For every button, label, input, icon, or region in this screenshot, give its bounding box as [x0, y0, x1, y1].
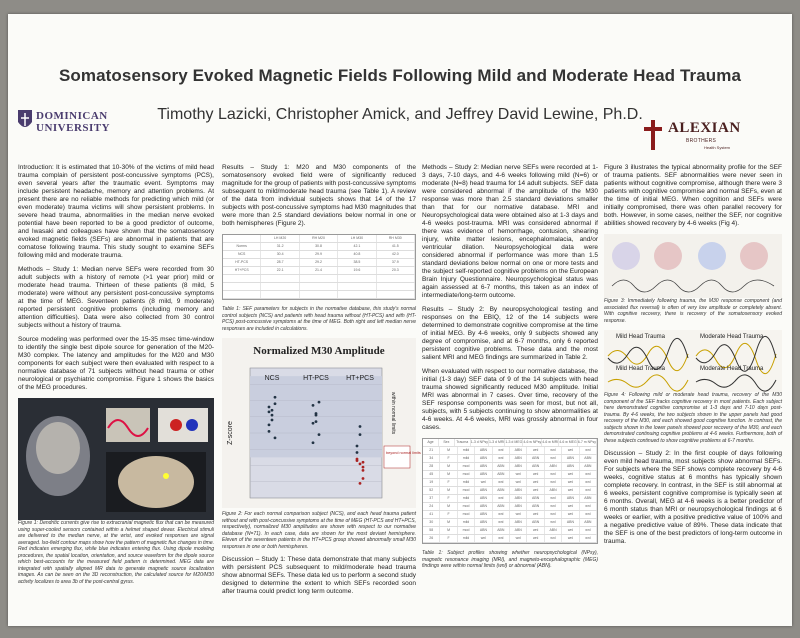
figure1-caption: Figure 1: Dendritic currents give rise to extracranial magnetic flux that can be measured using super-cooled sensors contained within a helmet shaped dewar. Electrical stimuli are delivered to the median nerve, at the wrist, and evoked responses are signal averaged. Iso-field contour maps show how the pattern of magnetic flux changes in time. Red indicates emerging flux, while blue indicates entering flux. Using dipole modeling procedures, the spatial location, orientation, and source waveform for the dipole source which best-accounts for the measured field pattern is determined. MEG data are integrated with spatially aligned MR data to generate magnetic source localization images. As can be seen on the 3D reconstruction, the calculated source for M20/M30 activity localizes to area 3b of the post-central gyrus.: [18, 520, 214, 585]
data-point: [268, 423, 271, 426]
table-2: Age Sex Trauma 1-3 d NPsy 1-3 d MRI 1-3 d MEG 4-6 w NPsy 4-6 w MRI 4-6 w MEG 6-7 m NPsy 21 M mild ABN wnl ABN wnl wnl wnl wnl 34 F mild ABN wnl ABN ABN wnl ABN ABN 28 M mod ABN ABN ABN ABN ABN ABN ABN 45 M mod ABN ABN wnl wnl wnl wnl wnl 19 F mild wnl wnl wnl wnl wnl wnl wnl 52 M mod ABN ABN ABN wnl ABN wnl wnl 37 F mild ABN wnl ABN ABN wnl ABN ABN 24 M mod ABN ABN ABN ABN wnl wnl wnl 41 F mod ABN wnl wnl wnl wnl wnl wnl 30 M mild ABN wnl ABN ABN wnl ABN ABN 58 M mod ABN ABN ABN wnl ABN wnl wnl 26 F mild wnl wnl wnl wnl wnl wnl wnl: [422, 438, 598, 544]
results1-text: Results – Study 1: M20 and M30 components of the somatosensory evoked field were of significantly reduced magnitude for the group of patients with post-concussive symptoms subsequent to mild/moderate head trauma (see Table 1). A review of the data from individual subjects shows that 14 of the 17 subjects with post-concussive symptoms had M30 magnitudes that were more than 2.5 standard deviations below normal in one or both hemispheres (Figure 2).: [222, 164, 417, 227]
data-point: [312, 404, 315, 407]
logo-left-line2: UNIVERSITY: [36, 122, 111, 134]
data-point: [271, 409, 274, 412]
data-point: [356, 445, 359, 448]
discussion2-text: Discussion – Study 2: In the first couple of days following even mild head trauma, most subjects show abnormal SEFs. For subjects where the SEF shows complete recovery by 4-6 weeks, cognitive status at 6 months has typically shown complete recovery. In contrast, in the SEF is still abnormal at 6 weeks, persistent cognitive compromise is typically seen at 6 months. Overall, MEG at 4-6 weeks is a better predictor of 6 month status than MRI or neuropsychological findings at 6 weeks or earlier, with a positive predictive value of 100% and a negative predictive value of 89%. These data indicate that the SEF is one of the best predictors of long-term outcome in trauma.: [604, 450, 782, 545]
data-point: [274, 436, 277, 439]
column-4: [604, 164, 782, 552]
logo-right-name: ALEXIAN: [668, 120, 741, 136]
table-1: LH M20 RH M20 LH M30 RH M30 Norms 31.2 30.8 42.1 41.5 NCS 30.4 29.9 40.8 42.0 HT-PCS 28.7 29.2 38.5 37.9 HT+PCS 22.1 21.4 19.6 20.3: [222, 234, 416, 300]
data-point: [268, 410, 271, 413]
logo-right-sub: BROTHERS: [686, 138, 717, 144]
wave-label-2: Moderate Head Trauma: [700, 334, 764, 340]
data-point: [362, 469, 365, 472]
right-label: within normal limits: [390, 391, 396, 435]
logo-left-line1: DOMINICAN: [36, 110, 108, 122]
data-point: [312, 422, 315, 425]
discussion1-text: Discussion – Study 1: These data demonstrate that many subjects with persistent PCS subsequent to mild/moderate head trauma show abnormal SEFs. These data led us to perform a second study designed to determine the extent to which SEFs recorded soon after trauma could predict long term outcome.: [222, 556, 416, 595]
column-2: [222, 164, 421, 602]
wave-label-1: Mild Head Trauma: [616, 334, 666, 340]
figure2-caption: Figure 2: For each normal comparison subject (NCS), and each head trauma patient without and with post-concussive symptoms at the time of MEG (HT-PCS and HT+PCS, respectively), normalized M30 amplitudes are shown with respect to our normative database (N=71). In each case, data are shown for the most deviant hemisphere. Eleven of the seventeen patients in the HT+PCS group showed abnormally small M30 responses in one or both hemispheres.: [222, 511, 416, 550]
y-axis-label: Z-score: [227, 421, 234, 445]
data-point: [318, 401, 321, 404]
legend-entry: beyond normal limits: [386, 451, 421, 455]
wave-label-3: Mild Head Trauma: [616, 366, 666, 372]
column-3: [422, 164, 598, 576]
data-point: [362, 466, 365, 469]
data-point: [359, 425, 362, 428]
methods2-text: Methods – Study 2: Median nerve SEFs were recorded at 1-3 days, 7-10 days, and 4-6 weeks following mild (N=6) or moderate (N=8) head trauma for 14 adult subjects. SEF data were considered abnormal if the amplitude of the M30 response was more than 2.5 standard deviations smaller than that for our normative database. MRI and Neuropsychological data were obtained also at 1-3 days and 4-6 weeks post-trauma. MRI was considered abnormal if there was evidence of hemorrhage, contusion, shearing injury, white matter lesions, encephalomalacia, and/or ventricular dilation. Neuropsychological data were considered abnormal if performance was more than 1.5 standard deviations below normal on one or more tests and the subject self-reported cognitive problems on the European Brain Injury Questionnaire. Neuropsychological status was again assessed at 6-7 months, this taken as an index of intermediate/long-term outcome.: [422, 164, 598, 299]
category-label-NCS: NCS: [264, 375, 280, 382]
table2-caption: Table 1: Subject profiles showing whether neuropsychological (NPsy), magnetic resonance imaging (MRI), and magneto-encephalographic (MEG) findings were within normal limits (wnl) or abnormal (ABN).: [422, 550, 598, 569]
figure3-image: [604, 234, 782, 298]
data-point: [356, 451, 359, 454]
poster: [8, 14, 792, 626]
cross-icon: [640, 118, 666, 152]
source-text: Source modeling was performed over the 15-35 msec time-window to identify the single best dipole source for generation of the M20-M30 complex. The latency and amplitudes for the M20 and M30 components for each subject were then evaluated with respect to a normative database of 71 subjects without head trauma or other neurological or psychiatric compromise. Figure 1 shows the basics of the MEG procedures.: [18, 336, 214, 391]
data-point: [362, 477, 365, 480]
data-point: [359, 462, 362, 465]
table1-caption: Table 1: SEF parameters for subjects in the normative database, this study's normal control subjects (NCS) and patients with head trauma without (HT-PCS) and with (HT-PCS) post-concussive symptoms at the time of MEG. Both right and left median nerve responses are included in calculations.: [222, 306, 416, 332]
chart-title: Normalized M30 Amplitude: [253, 345, 385, 357]
figure4-caption: Figure 4: Following mild or moderate head trauma, recovery of the M30 component of the SEF tracks cognitive recovery in most patients. Each subject here demonstrated cognitive compromise at 1-3 days and 7-10 days post-trauma. By 4-6 weeks, the two subjects shown in the upper panels had good recovery of the M30, and each showed good cognitive function. In contrast, the subjects shown in the lower panels showed poor recovery of the M30, and each demonstrated continuing cognitive problems at 4-6 weeks. Furthermore, both of these subjects continued to show cognitive problems at 6-7 months.: [604, 392, 782, 444]
data-point: [359, 482, 362, 485]
data-point: [315, 414, 318, 417]
data-point: [318, 433, 321, 436]
figure3-caption: Figure 3: Immediately following trauma, the M30 response component (and associated flux reversal) is often of very low amplitude or completely absent. With cognitive recovery, there is recovery of the somatosensory evoked response.: [604, 298, 782, 324]
category-label-HT-PCS: HT-PCS: [303, 375, 329, 382]
data-point: [268, 430, 271, 433]
data-point: [315, 420, 318, 423]
poster-authors: Timothy Lazicki, Christopher Amick, and Jeffrey David Lewine, Ph.D.: [157, 106, 643, 123]
results2-text: Results – Study 2: By neuropsychological testing and responses on the EBIQ, 12 of the 14 subjects were determined to demonstrate cognitive compromise at the time of initial MEG. By 4-6 weeks, only 9 subjects showed any degree of compromise, and at 6-7 months, only 6 reported persistent cognitive problems. These data and the most salient MRI and MEG findings are summarized in Table 2.: [422, 306, 598, 361]
column-1: [18, 164, 214, 591]
data-point: [268, 406, 271, 409]
data-point: [271, 414, 274, 417]
results2b-text: When evaluated with respect to our normative database, the initial (1-3 day) SEF data of 9 of the 14 subjects with head trauma showed significantly reduced M30 amplitude. Initial MRI was abnormal in 7 cases. Over time, recovery of the SEF response components was seen for most, but not all, subjects, with 5 subjects continuing to show abnormalities at 4-6 weeks. At 4-6 weeks, MRI was grossly abnormal in four cases.: [422, 368, 598, 431]
data-point: [274, 402, 277, 405]
data-point: [356, 459, 359, 462]
data-point: [312, 441, 315, 444]
data-point: [359, 433, 362, 436]
poster-title: Somatosensory Evoked Magnetic Fields Following Mild and Moderate Head Trauma: [58, 66, 742, 85]
data-point: [362, 461, 365, 464]
methods1-text: Methods – Study 1: Median nerve SEFs were recorded from 30 adult subjects with a history of remote (>1 year prior) mild or moderate head trauma. Thirteen of these patients (8 mild, 5 moderate) were without any persistent post-concussive symptoms at the time of MEG. Seventeen patients (8 mild, 9 moderate) reported persistent cognitive problems (including memory and attention difficulties). Data were also collected from 30 control subjects without a history of trauma.: [18, 266, 214, 329]
data-point: [274, 396, 277, 399]
logo-right-sub2: Health System: [704, 145, 731, 150]
figure4-waveforms: [604, 330, 782, 392]
m30-chart: [222, 338, 421, 508]
wave-label-4: Moderate Head Trauma: [700, 366, 764, 372]
data-point: [271, 419, 274, 422]
alexian-logo: [640, 118, 790, 158]
col4-intro-text: Figure 3 illustrates the typical abnormality profile for the SEF of trauma patients. SEF abnormalities were never seen in patients without cognitive compromise, although there were 3 patients with cognitive compromise and normal SEFs, even at the time of initial MEG. When cognition and SEFs were initially compromised, there was often parallel recovery for both. However, in some cases, neither the SEF, nor cognitive abilities showed recovery by 4-6 weeks (Fig 4).: [604, 164, 782, 227]
category-label-HT+PCS: HT+PCS: [346, 375, 374, 382]
intro-text: Introduction: It is estimated that 10-30% of the victims of mild head trauma complain of persistent post-concussive symptoms (PCS), even several years after the traumatic event. Symptoms may include persistent headache, memory and attention problems. At present there are no reliable methods for predicting which mild (or even moderate) trauma victims will show persistent problems. In severe head trauma, abnormalities in the median nerve evoked potential have been reported to be a good predictor of outcome, and Iwasaki and colleagues have shown that the somatosensory evoked magnetic fields (SEFs) are abnormal in patients that are comatose following trauma. This study sought to examine SEFs following mild and moderate trauma.: [18, 164, 214, 259]
meg-procedure-figure: [18, 398, 214, 520]
legend-box: [384, 446, 410, 468]
